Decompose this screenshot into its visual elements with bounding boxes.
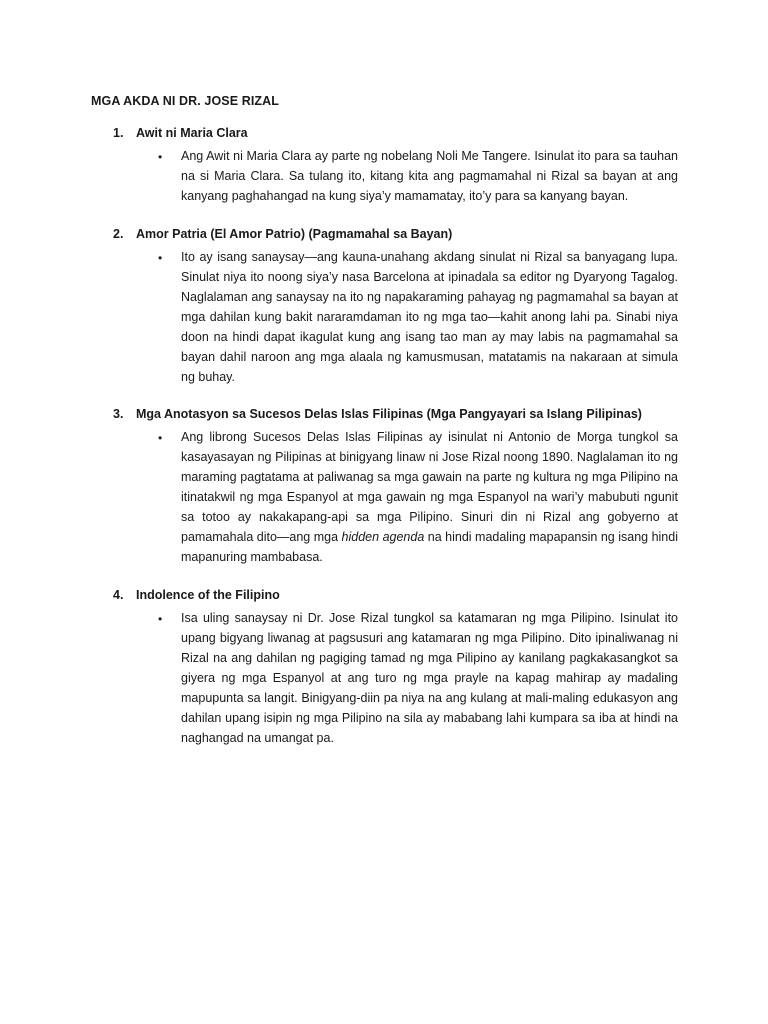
section-heading (113, 588, 280, 602)
section-paragraph: Ang Awit ni Maria Clara ay parte ng nobelang Noli Me Tangere. Isinulat ito para sa tauhan na si Maria Clara. Sa tulang ito, kitang kita ang pagmamahal ni Rizal sa bayan at ang kanyang paghahangad na kung siya’y mamamatay, ito’y para sa kanyang bayan. (181, 149, 678, 203)
section-heading (113, 126, 248, 140)
section-paragraph: Isa uling sanaysay ni Dr. Jose Rizal tungkol sa katamaran ng mga Pilipino. Isinulat ito upang bigyang liwanag at pagsusuri ang katamaran ng mga Pilipino. Dito ipinaliwanag ni Rizal na ang dahilan ng pagiging tamad ng mga Pilipino ay kanilang pagkakasangkot sa giyera ng mga Espanyol at ang turo ng mga prayle na kapag mahirap ay madaling mapupunta sa langit. Binigyang-diin pa niya na ang kulang at mali-maling edukasyon ang dahilan upang isipin ng mga Pilipino na sila ay mababang lahi kumpara sa iba at hindi na naghangad na umangat pa. (181, 611, 678, 745)
document-title: MGA AKDA NI DR. JOSE RIZAL (91, 94, 280, 108)
bullet-icon: • (158, 431, 163, 445)
heading-text: Indolence of the Filipino (136, 588, 280, 602)
bullet-icon: • (158, 150, 163, 164)
list-number: 2. (113, 227, 124, 241)
bullet-icon: • (158, 251, 163, 265)
list-number: 4. (113, 588, 124, 602)
paragraph-italic-term: hidden agenda (341, 530, 425, 544)
list-number: 1. (113, 126, 124, 140)
section-paragraph (181, 427, 678, 567)
heading-text: Awit ni Maria Clara (136, 126, 248, 140)
section-heading (113, 227, 452, 241)
heading-text: Amor Patria (El Amor Patrio) (Pagmamahal sa Bayan) (136, 227, 453, 241)
paragraph-text-after: na hindi madaling mapapansin ng isang hindi mapanuring mambabasa. (181, 530, 678, 564)
heading-text: Mga Anotasyon sa Sucesos Delas Islas Filipinas (Mga Pangyayari sa Islang Pilipinas) (136, 407, 642, 421)
section-heading (113, 407, 642, 421)
paragraph-text-before: Ang librong Sucesos Delas Islas Filipinas ay isinulat ni Antonio de Morga tungkol sa kasayasayan ng Pilipinas at binigyang linaw ni Jose Rizal noong 1890. Naglalaman ito ng maraming pagtatama at paliwanag sa mga gawain na parte ng kultura ng mga Pilipino na itinatakwil ng mga Espanyol at mga gawain ng mga Espanyol na wari’y mabubuti ngunit sa totoo ay nakakapang-api sa mga Pilipino. Sinuri din ni Rizal ang gobyerno at pamamahala dito—ang mga (181, 430, 678, 544)
list-number: 3. (113, 407, 124, 421)
section-paragraph: Ito ay isang sanaysay—ang kauna-unahang akdang sinulat ni Rizal sa banyagang lupa. Sinulat niya ito noong siya’y nasa Barcelona at ipinadala sa editor ng Dyaryong Tagalog. Naglalaman ang sanaysay na ito ng napakaraming pahayag ng pagmamahal sa bayan at mga dahilan kung bakit nararamdaman ito ng mga tao—kahit anong lahi pa. Sinabi niya doon na hindi dapat ikagulat kung ang isang tao man ay may labis na pagmamahal sa bayan dahil naroon ang mga alaala ng kamusmusan, matatamis na nakaraan at simula ng buhay. (181, 250, 678, 384)
bullet-icon: • (158, 612, 163, 626)
